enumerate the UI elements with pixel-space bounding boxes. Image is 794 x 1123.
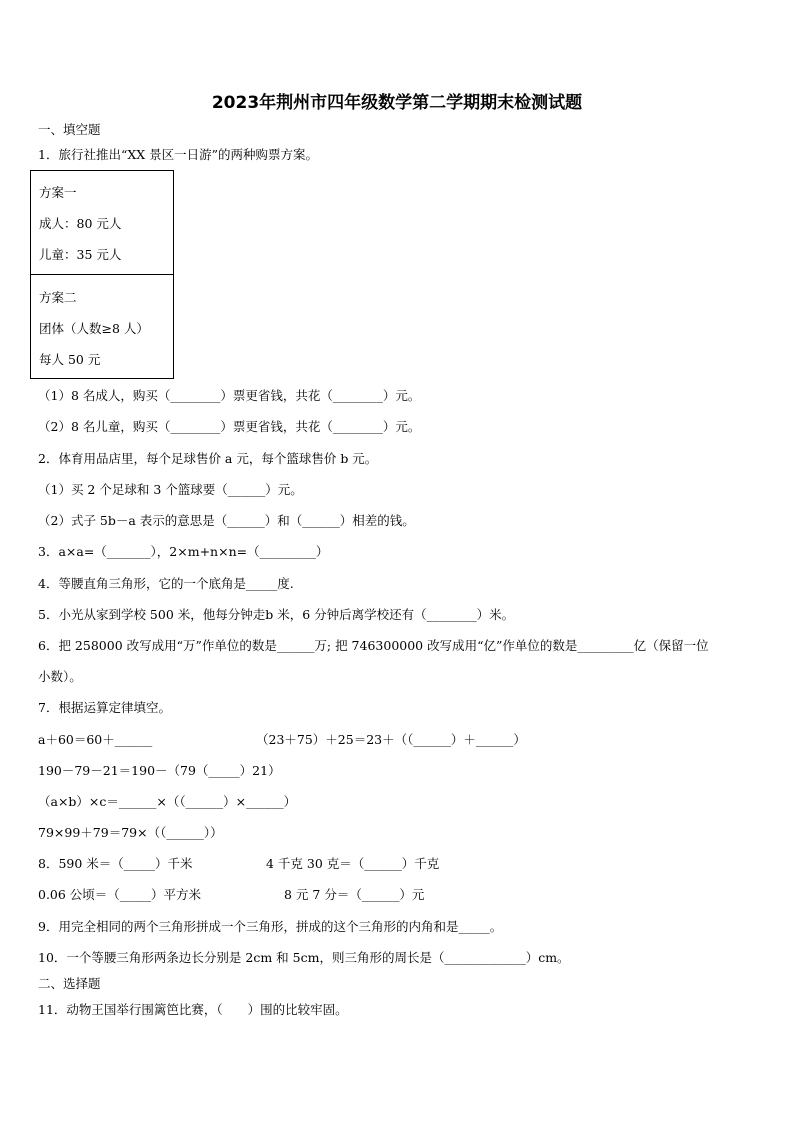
question-3: 3．a×a=（_______），2×m+n×n=（_________） — [38, 544, 329, 559]
plan2-title: 方案二 — [39, 290, 77, 305]
question-7-row-1b: （23＋75）＋25＝23＋（（______）＋______） — [256, 732, 526, 747]
question-8-b: 4 千克 30 克＝（______）千克 — [266, 856, 440, 871]
question-9: 9．用完全相同的两个三角形拼成一个三角形，拼成的这个三角形的内角和是_____。 — [38, 919, 503, 934]
plan2-group-condition: 团体（人数≥8 人） — [39, 321, 149, 336]
question-8-c: 0.06 公顷＝（_____）平方米 — [38, 887, 202, 902]
question-7-row-2: 190－79－21＝190－（79（_____）21） — [38, 763, 281, 778]
question-6-line-2: 小数）。 — [38, 669, 82, 684]
section-heading-choice: 二、选择题 — [38, 976, 101, 991]
question-7-row-1a: a＋60＝60＋______ — [38, 732, 153, 747]
question-5: 5．小光从家到学校 500 米，他每分钟走b 米，6 分钟后离学校还有（________）米。 — [38, 607, 515, 622]
question-8-a: 8．590 米＝（_____）千米 — [38, 856, 193, 871]
question-8-d: 8 元 7 分＝（______）元 — [284, 887, 425, 902]
plan1-title: 方案一 — [39, 185, 77, 200]
question-7-row-4: 79×99＋79＝79×（（______）） — [38, 825, 223, 840]
question-1-stem: 1．旅行社推出“XX 景区一日游”的两种购票方案。 — [38, 147, 319, 162]
question-7-row-3: （a×b）×c＝______×（（______）×______） — [38, 794, 297, 809]
plan1-adult-price: 成人：80 元人 — [39, 216, 122, 231]
question-11: 11．动物王国举行围篱笆比赛，（ ）围的比较牢固。 — [38, 1002, 348, 1017]
question-2-sub-2: （2）式子 5b－a 表示的意思是（______）和（______）相差的钱。 — [38, 513, 415, 528]
question-10: 10．一个等腰三角形两条边长分别是 2cm 和 5cm，则三角形的周长是（_____________）cm。 — [38, 950, 570, 965]
question-4: 4．等腰直角三角形，它的一个底角是_____度. — [38, 576, 294, 591]
question-2-sub-1: （1）买 2 个足球和 3 个篮球要（______）元。 — [38, 482, 303, 497]
question-1-sub-1: （1）8 名成人，购买（________）票更省钱，共花（________）元。 — [38, 388, 421, 403]
plan-table-divider — [30, 274, 173, 275]
question-2-stem: 2．体育用品店里，每个足球售价 a 元，每个篮球售价 b 元。 — [38, 451, 378, 466]
question-7-stem: 7．根据运算定律填空。 — [38, 700, 171, 715]
question-1-sub-2: （2）8 名儿童，购买（________）票更省钱，共花（________）元。 — [38, 419, 421, 434]
question-6-line-1: 6．把 258000 改写成用“万”作单位的数是______万; 把 746300000 改写成用“亿”作单位的数是_________亿（保留一位 — [38, 638, 709, 653]
plan2-price: 每人 50 元 — [39, 352, 101, 367]
page-title: 2023年荆州市四年级数学第二学期期末检测试题 — [211, 93, 583, 113]
section-heading-fill: 一、填空题 — [38, 122, 101, 137]
plan1-child-price: 儿童：35 元人 — [39, 247, 122, 262]
